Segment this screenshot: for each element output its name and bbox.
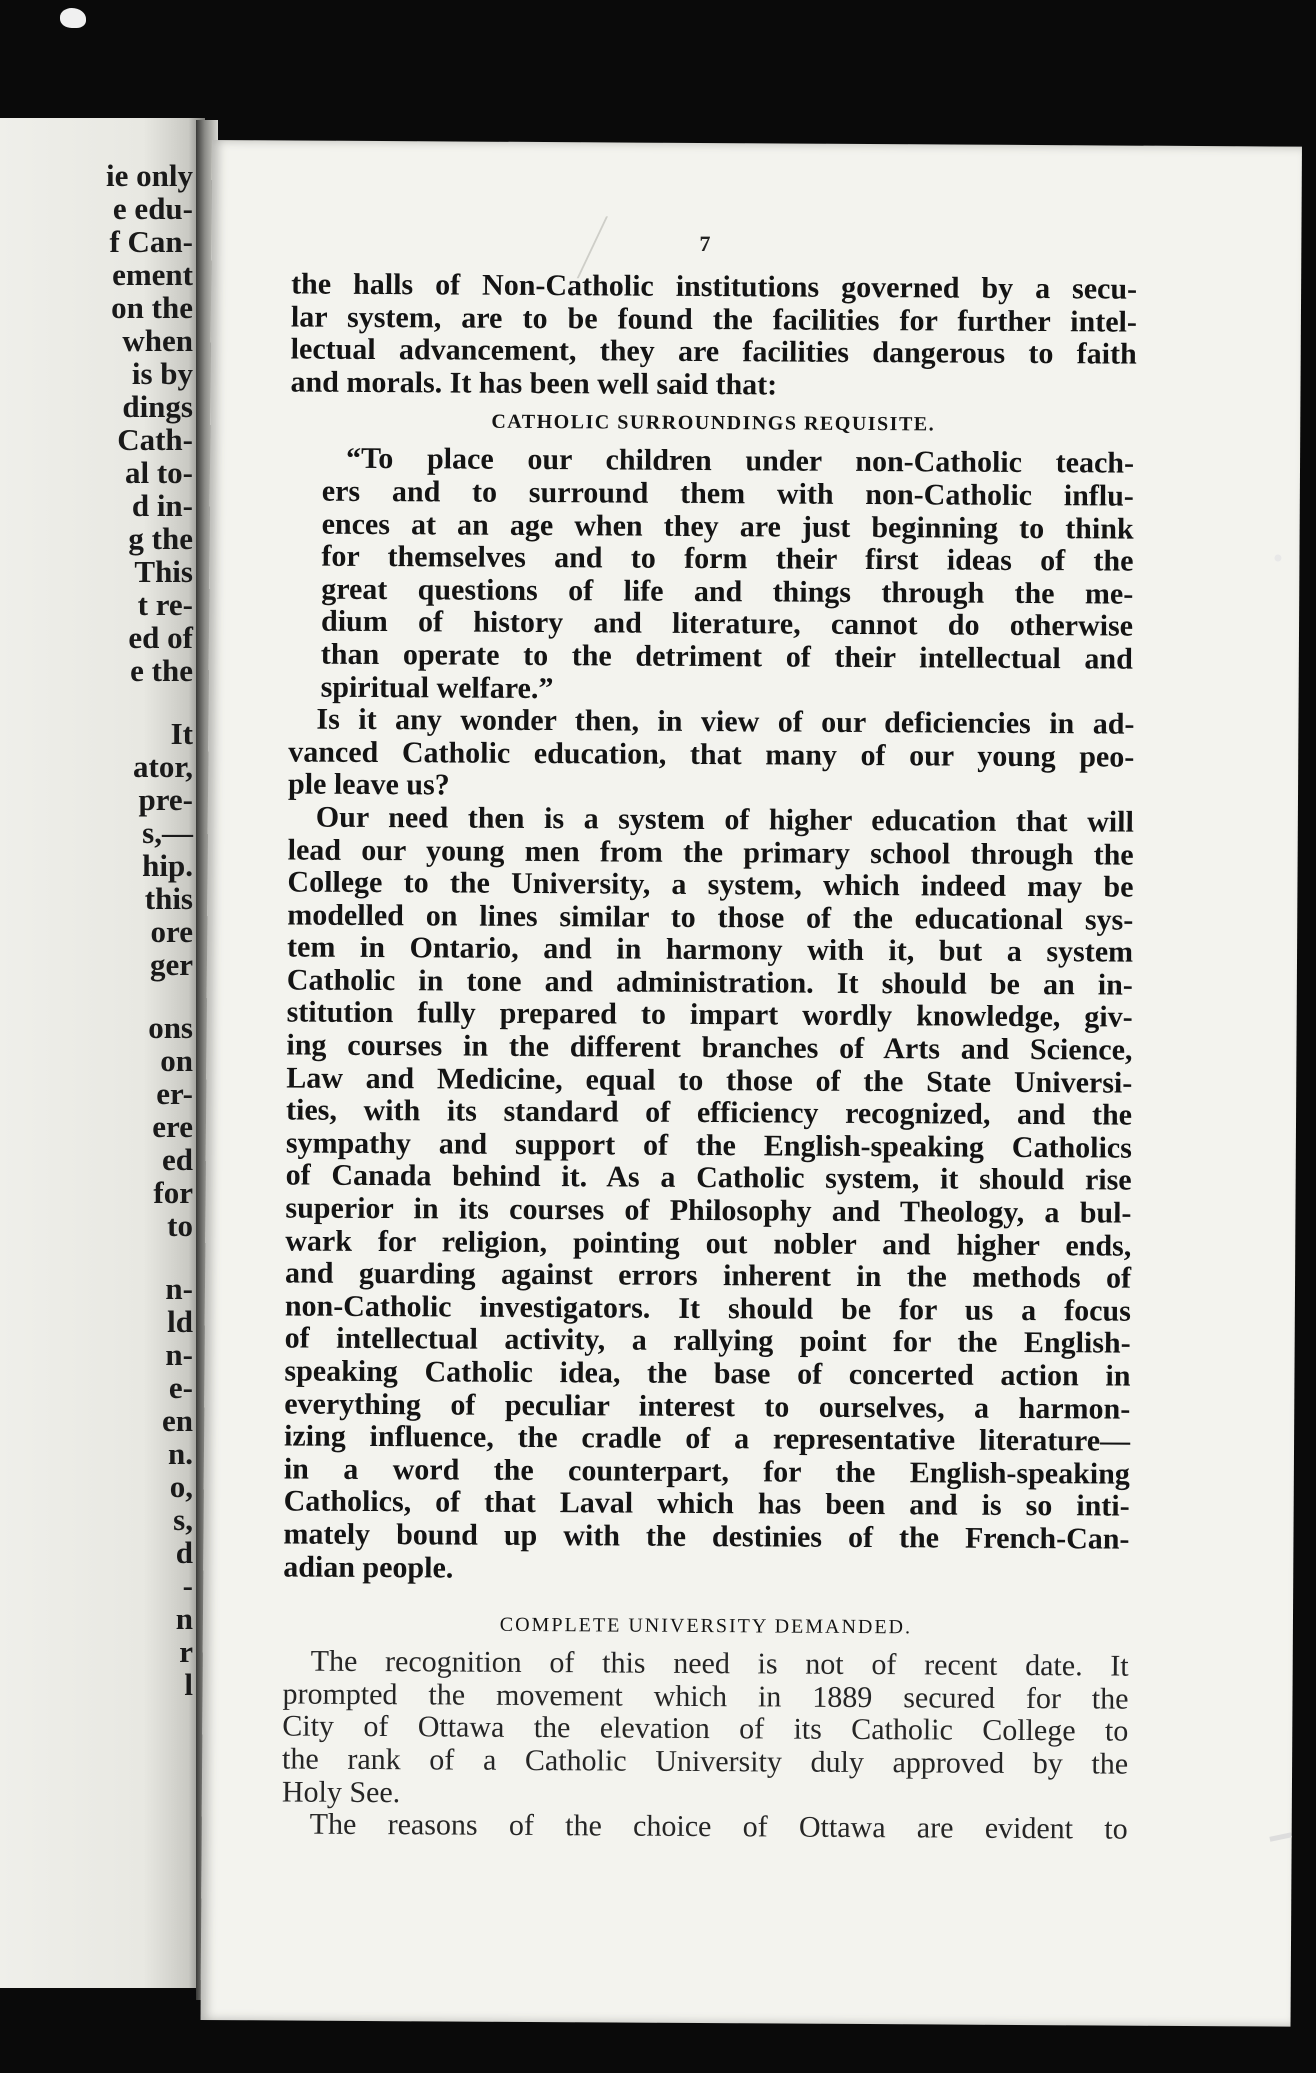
text-line: in a word the counterpart, for the English-speaking: [283, 1452, 1130, 1491]
text-line: than operate to the detriment of their intellectual and: [320, 637, 1133, 676]
text-line: Law and Medicine, equal to those of the State Universi-: [286, 1061, 1133, 1100]
text-line: prompted the movement which in 1889 secured for the: [282, 1677, 1129, 1716]
left-page-fragment: -: [182, 1568, 193, 1603]
left-page-fragment: ger: [149, 947, 193, 982]
left-page-fragment: This: [134, 554, 193, 589]
text-line: sympathy and support of the English-speaking Catholics: [285, 1126, 1132, 1165]
text-line: izing influence, the cradle of a representative literature—: [283, 1419, 1131, 1458]
text-line: non-Catholic investigators. It should be for us a focus: [284, 1289, 1131, 1328]
text-line: adian people.: [283, 1550, 454, 1585]
text-line: Our need then is a system of higher education that will: [315, 800, 1134, 839]
left-page-fragment: s,: [173, 1502, 193, 1537]
page-number: 7: [699, 230, 711, 257]
left-page-fragment: on: [160, 1043, 193, 1078]
left-page-fragment: l: [184, 1667, 193, 1702]
text-line: The reasons of the choice of Ottawa are evident to: [309, 1807, 1128, 1846]
left-page-fragment: e-: [168, 1370, 193, 1405]
paragraph-recognition: [282, 1646, 1129, 1814]
text-line: College to the University, a system, which indeed may be: [287, 865, 1134, 904]
text-line: speaking Catholic idea, the base of concerted action in: [284, 1354, 1131, 1393]
text-line: of intellectual activity, a rallying point for the English-: [284, 1321, 1131, 1361]
section-heading-complete-university: COMPLETE UNIVERSITY DEMANDED.: [499, 1613, 913, 1639]
text-line: everything of peculiar interest to ourselves, a harmon-: [284, 1387, 1131, 1426]
text-line: City of Ottawa the elevation of its Catholic College to: [282, 1709, 1129, 1748]
left-page-fragment: ed of: [128, 620, 193, 655]
left-page-fragment: o,: [169, 1469, 193, 1504]
section-heading-catholic-surroundings: CATHOLIC SURROUNDINGS REQUISITE.: [491, 411, 936, 436]
text-line: and guarding against errors inherent in the methods of: [284, 1256, 1132, 1295]
left-page-fragment: e edu-: [112, 191, 193, 226]
text-line: the rank of a Catholic University duly approved by the: [282, 1742, 1129, 1781]
text-line: ences at an age when they are just beginning to think: [321, 507, 1134, 546]
left-page-fragment: ere: [152, 1109, 193, 1144]
left-page-fragment: ore: [150, 914, 193, 949]
left-page-fragment: this: [144, 881, 193, 916]
text-line: superior in its courses of Philosophy and Theology, a bul-: [285, 1191, 1132, 1230]
text-line: stitution fully prepared to impart wordly knowledge, giv-: [286, 995, 1133, 1035]
paragraph-reasons: [282, 1809, 1128, 1847]
text-line: wark for religion, pointing out nobler and higher ends,: [285, 1224, 1132, 1263]
left-page-fragment: en: [162, 1403, 193, 1438]
body-text: [282, 268, 1138, 1846]
block-quote: [289, 443, 1137, 709]
left-page: [0, 118, 205, 1988]
text-line: ers and to surround them with non-Catholic influ-: [321, 474, 1134, 513]
text-line: lar system, are to be found the facilities for further intel-: [290, 300, 1138, 339]
text-line: ing courses in the different branches of Arts and Science,: [286, 1028, 1133, 1067]
text-line: Holy See.: [281, 1774, 401, 1809]
left-page-fragment: ement: [112, 257, 193, 292]
left-page-fragment: e the: [130, 653, 193, 688]
text-line: lectual advancement, they are facilities dangerous to faith: [290, 332, 1137, 371]
left-page-fragment: d in-: [131, 488, 193, 523]
left-page-fragment: to: [167, 1208, 193, 1243]
paragraph-intro: [290, 268, 1137, 404]
text-line: “To place our children under non-Catholic teach-: [345, 442, 1135, 481]
text-line: of Canada behind it. As a Catholic system, it should rise: [285, 1158, 1132, 1198]
left-page-fragment: r: [179, 1634, 193, 1669]
left-page-fragment: dings: [122, 389, 193, 424]
left-page-fragment: f Can-: [109, 224, 193, 259]
left-page-fragment: ie only: [106, 158, 193, 193]
left-page-fragment: hip.: [142, 848, 193, 883]
paper-speck: [60, 8, 86, 28]
left-page-fragment: n-: [165, 1271, 193, 1306]
left-page-fragment: ons: [148, 1010, 193, 1045]
left-page-fragment: for: [153, 1175, 193, 1210]
text-line: ple leave us?: [287, 767, 450, 802]
left-page-fragment: d: [175, 1535, 193, 1570]
text-line: the halls of Non-Catholic institutions governed by a secu-: [291, 267, 1138, 306]
left-page-fragment: Cath-: [117, 422, 193, 457]
text-line: The recognition of this need is not of recent date. It: [310, 1644, 1129, 1683]
main-page: [201, 140, 1302, 2027]
text-line: mately bound up with the destinies of the French-Can-: [283, 1517, 1130, 1556]
left-page-fragment: n.: [168, 1436, 193, 1471]
text-line: ties, with its standard of efficiency recognized, and the: [285, 1093, 1133, 1132]
text-line: tem in Ontario, and in harmony with it, but a system: [286, 930, 1134, 969]
text-line: dium of history and literature, cannot do otherwise: [320, 605, 1134, 643]
left-page-fragment: al to-: [124, 455, 193, 490]
paper-speck: [1269, 1832, 1292, 1841]
left-page-fragment: is by: [131, 356, 193, 391]
text-line: Is it any wonder then, in view of our deficiencies in ad-: [316, 702, 1135, 741]
text-line: great questions of life and things through the me-: [321, 572, 1134, 611]
left-page-fragment: er-: [156, 1076, 193, 1111]
left-page-fragment: g the: [128, 521, 193, 556]
text-line: Catholics, of that Laval which has been and is so inti-: [283, 1484, 1130, 1524]
text-line: for themselves and to form their first ideas of the: [321, 539, 1134, 578]
paragraph-need: [283, 801, 1134, 1588]
left-page-fragment: t re-: [137, 587, 193, 622]
text-line: modelled on lines similar to those of the educational sys-: [287, 898, 1134, 937]
left-page-fragment: pre-: [138, 782, 193, 817]
paragraph-wonder: [288, 704, 1135, 807]
left-page-fragment: It: [170, 716, 193, 751]
left-page-fragment: ator,: [133, 749, 193, 784]
text-line: vanced Catholic education, that many of our young peo-: [288, 735, 1135, 774]
left-page-fragment: ld: [167, 1304, 193, 1339]
text-line: and morals. It has been well said that:: [290, 365, 778, 402]
left-page-fragment: n: [175, 1601, 193, 1636]
text-line: Catholic in tone and administration. It should be an in-: [286, 963, 1133, 1002]
left-page-fragment: s,—: [142, 815, 193, 850]
left-page-fragment: on the: [111, 290, 193, 325]
paper-speck: [1274, 554, 1281, 561]
left-page-fragment: when: [122, 323, 193, 358]
text-line: spiritual welfare.”: [320, 670, 554, 705]
left-page-fragment: ed: [162, 1142, 193, 1177]
text-line: lead our young men from the primary school through the: [287, 832, 1134, 872]
left-page-fragment: n-: [165, 1337, 193, 1372]
